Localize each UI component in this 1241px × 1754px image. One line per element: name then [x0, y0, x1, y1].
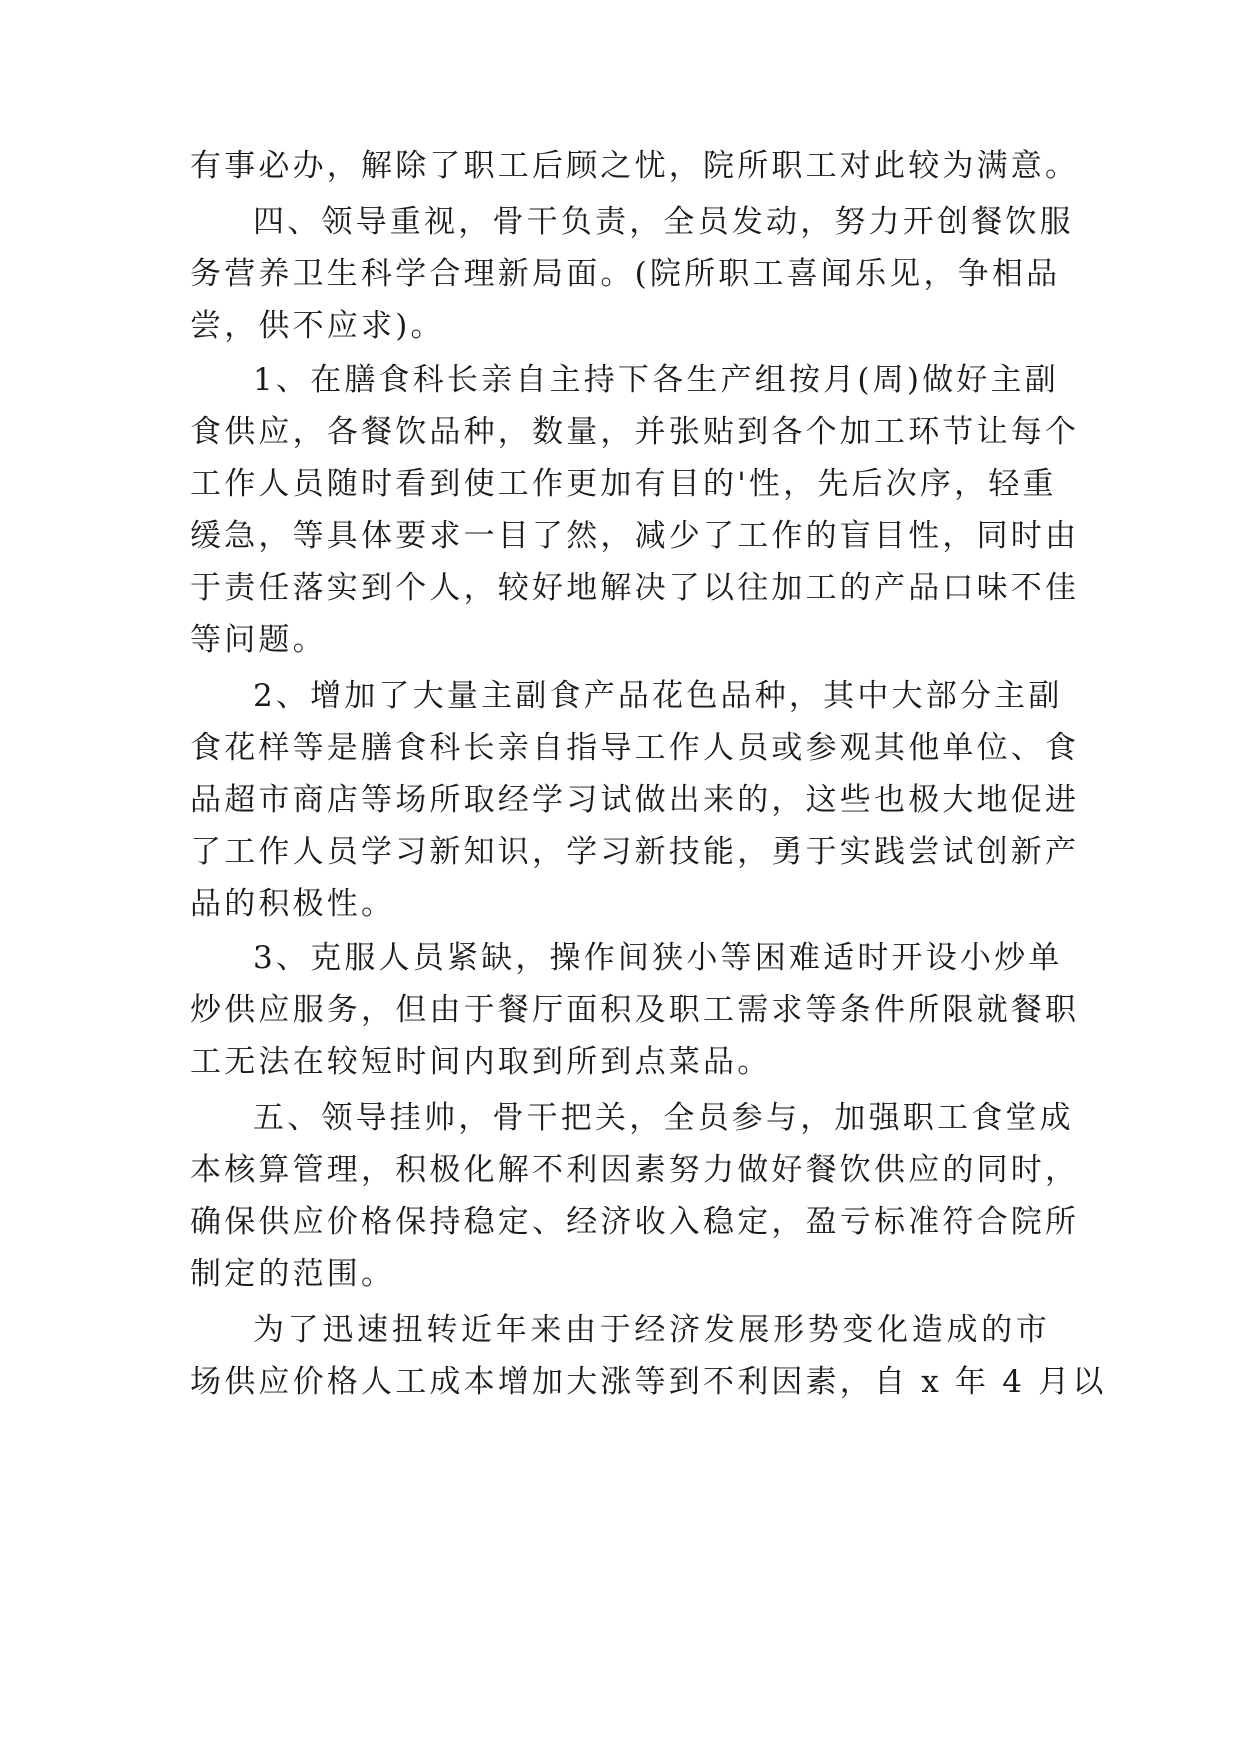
text-line: 品超市商店等场所取经学习试做出来的，这些也极大地促进 [190, 782, 1080, 818]
text-line: 四、领导重视，骨干负责，全员发动，努力开创餐饮服 [253, 204, 1074, 240]
text-line: 食供应，各餐饮品种，数量，并张贴到各个加工环节让每个 [190, 414, 1080, 450]
text-line: 五、领导挂帅，骨干把关，全员参与，加强职工食堂成 [253, 1100, 1074, 1136]
text-line: 缓急，等具体要求一目了然，减少了工作的盲目性，同时由 [190, 518, 1080, 554]
text-line: 有事必办，解除了职工后顾之忧，院所职工对此较为满意。 [190, 148, 1080, 184]
text-line: 工作人员随时看到使工作更加有目的'性，先后次序，轻重 [190, 466, 1057, 502]
text-line: 场供应价格人工成本增加大涨等到不利因素，自 x 年 4 月以 [190, 1364, 1107, 1400]
text-line: 工无法在较短时间内取到所到点菜品。 [190, 1044, 772, 1080]
text-line: 于责任落实到个人，较好地解决了以往加工的产品口味不佳 [190, 570, 1080, 606]
text-line: 1、在膳食科长亲自主持下各生产组按月(周)做好主副 [253, 362, 1059, 398]
text-line: 3、克服人员紧缺，操作间狭小等困难适时开设小炒单 [253, 940, 1063, 976]
text-line: 食花样等是膳食科长亲自指导工作人员或参观其他单位、食 [190, 730, 1080, 766]
text-line: 务营养卫生科学合理新局面。(院所职工喜闻乐见，争相品 [190, 256, 1061, 292]
text-line: 了工作人员学习新知识，学习新技能，勇于实践尝试创新产 [190, 834, 1080, 870]
text-line: 确保供应价格保持稳定、经济收入稳定，盈亏标准符合院所 [190, 1204, 1080, 1240]
text-line: 尝，供不应求)。 [190, 308, 445, 344]
text-line: 为了迅速扭转近年来由于经济发展形势变化造成的市 [253, 1312, 1050, 1348]
text-line: 品的积极性。 [190, 886, 396, 922]
text-line: 制定的范围。 [190, 1256, 396, 1292]
text-line: 本核算管理，积极化解不利因素努力做好餐饮供应的同时， [190, 1152, 1080, 1188]
text-line: 等问题。 [190, 622, 327, 658]
text-line: 2、增加了大量主副食产品花色品种，其中大部分主副 [253, 678, 1063, 714]
text-line: 炒供应服务，但由于餐厅面积及职工需求等条件所限就餐职 [190, 992, 1080, 1028]
